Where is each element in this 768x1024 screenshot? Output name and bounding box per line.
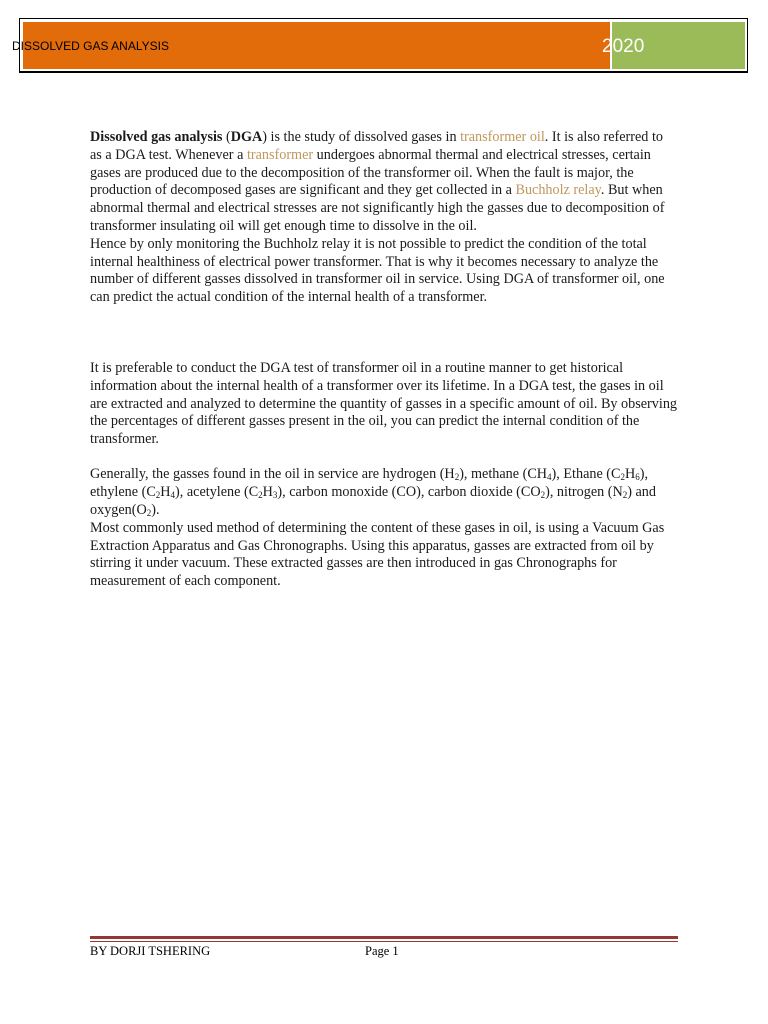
term-dga: DGA: [230, 129, 263, 145]
paragraph-routine-test: It is preferable to conduct the DGA test of transformer oil in a routine manner to get historical information about the internal health of a transformer over its lifetime. In a DGA test, the gases in oil are extracted and analyzed to determine the quantity of gasses in a specific amount of oil. By observing the percentages of different gasses present in the oil, you can predict the internal condition of the transformer.: [90, 359, 678, 448]
link-buchholz-relay[interactable]: Buchholz relay: [515, 182, 601, 199]
header-title: DISSOLVED GAS ANALYSIS: [12, 39, 169, 53]
header-year: 2020: [602, 36, 645, 57]
spacer: [90, 307, 678, 360]
footer-rule: [90, 936, 678, 939]
link-transformer-oil[interactable]: transformer oil: [460, 129, 545, 145]
document-body: [90, 129, 678, 591]
footer-author: BY DORJI TSHERING: [90, 944, 211, 958]
paragraph-method: Most commonly used method of determining the content of these gases in oil, is using a Vacuum Gas Extraction Apparatus and Gas Chronographs. Using this apparatus, gasses are extracted from oil by stirring it under vacuum. These extracted gasses are then introduced in gas Chronographs for measurement of each component.: [90, 519, 665, 590]
spacer: [90, 449, 678, 467]
footer-page-number: Page 1: [365, 944, 399, 958]
term-dissolved-gas-analysis: Dissolved gas analysis: [90, 129, 223, 145]
paragraph-intro: Dissolved gas analysis (DGA) is the study of dissolved gases in transformer oil. It is also referred to as a DGA test. Whenever a transformer undergoes abnormal thermal and electrical stresses, certain gases are produced due to the decomposition of the transformer oil. When the fault is major, the production of decomposed gases are significant and they get collected in a Buchholz relay. But when abnormal thermal and electrical stresses are not significantly high the gasses due to decomposition of transformer insulating oil will get enough time to dissolve in the oil.: [90, 129, 665, 234]
footer-rule-thin: [90, 941, 678, 942]
link-transformer[interactable]: transformer: [246, 146, 314, 163]
paragraph-buchholz: Hence by only monitoring the Buchholz relay it is not possible to predict the condition of the total internal healthiness of electrical power transformer. That is why it becomes necessary to analyze the number of different gasses dissolved in transformer oil in service. Using DGA of transformer oil, one can predict the actual condition of the internal health of a transformer.: [90, 235, 665, 306]
paragraph-gases: Generally, the gasses found in the oil in service are hydrogen $(H_2)$, methane $(CH_4)$, Ethane $(C_2H_6)$, ethylene $(C_2H_4)$, acetylene $(C_2H_3)$, carbon monoxide (CO), carbon dioxide $(CO_2)$, nitrogen $(N_2)$ and $oxygen(O_2)$.: [90, 466, 656, 519]
